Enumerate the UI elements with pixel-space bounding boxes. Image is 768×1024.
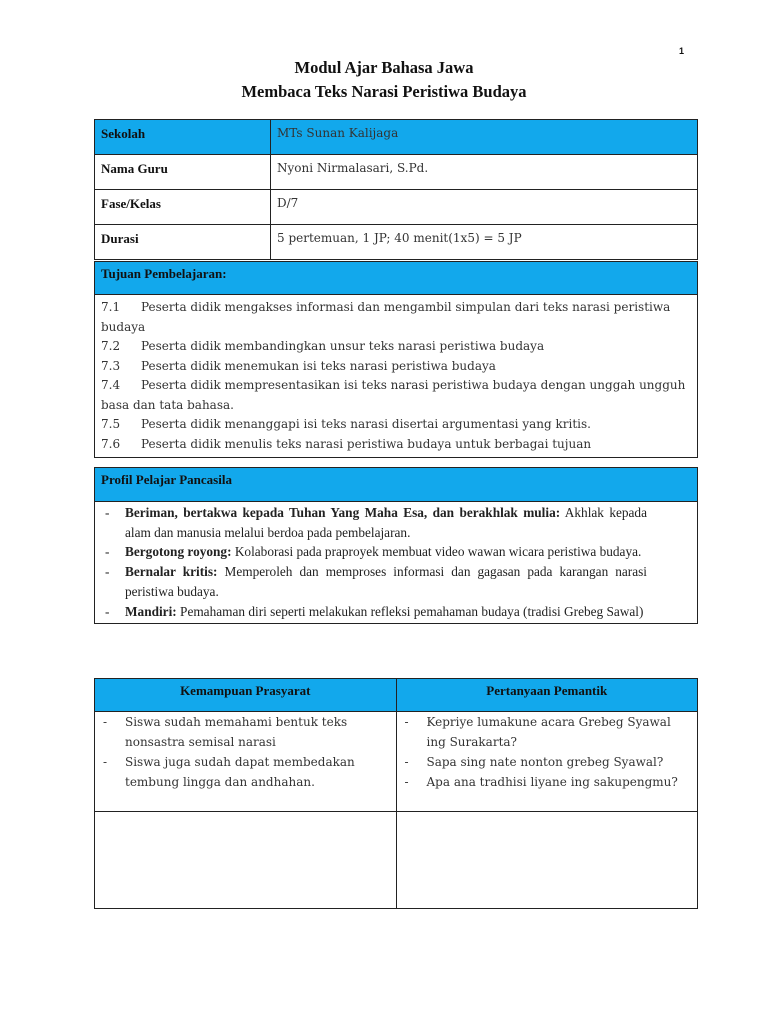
list-dash: - xyxy=(105,544,110,560)
profil-item-text: Kolaborasi pada praproyek membuat video wawan wicara peristiwa budaya. xyxy=(231,544,642,560)
identity-value: 5 pertemuan, 1 JP; 40 menit(1x5) = 5 JP xyxy=(271,225,698,260)
pertanyaan-text: Kepriye lumakune acara Grebeg Syawal ing Surakarta? xyxy=(426,715,671,749)
identity-row-nama-guru xyxy=(95,155,698,190)
kemampuan-heading: Kemampuan Prasyarat xyxy=(95,679,397,712)
list-dash: - xyxy=(103,755,108,769)
prasyarat-pemantik-table xyxy=(94,678,698,909)
profil-item xyxy=(105,542,647,562)
identity-value: D/7 xyxy=(271,190,698,225)
pertanyaan-item xyxy=(405,752,692,772)
identity-label: Fase/Kelas xyxy=(95,190,271,225)
identity-value: MTs Sunan Kalijaga xyxy=(271,120,698,155)
tujuan-text: Peserta didik mempresentasikan isi teks narasi peristiwa budaya dengan unggah ungguh xyxy=(141,378,686,392)
kemampuan-text: Siswa juga sudah dapat membedakan tembung lingga dan andhahan. xyxy=(125,755,355,789)
empty-cell xyxy=(95,812,397,909)
identity-value: Nyoni Nirmalasari, S.Pd. xyxy=(271,155,698,190)
profil-item-title: Bernalar kritis: xyxy=(125,564,218,580)
tujuan-number: 7.1 xyxy=(101,300,121,314)
identity-table xyxy=(94,119,698,260)
kemampuan-item xyxy=(103,752,390,792)
pertanyaan-item xyxy=(405,712,692,752)
tujuan-number: 7.5 xyxy=(101,417,121,431)
tujuan-text-continued: budaya xyxy=(101,319,146,334)
profil-item xyxy=(105,562,647,601)
kemampuan-text: Siswa sudah memahami bentuk teks nonsastra semisal narasi xyxy=(125,715,348,749)
tujuan-heading: Tujuan Pembelajaran: xyxy=(95,262,698,295)
tujuan-pembelajaran-table xyxy=(94,261,698,458)
tujuan-item xyxy=(101,337,691,357)
tujuan-text-continued: basa dan tata bahasa. xyxy=(101,397,234,412)
document-title: Modul Ajar Bahasa Jawa xyxy=(294,58,474,77)
profil-item-title: Beriman, bertakwa kepada Tuhan Yang Maha Esa, dan berakhlak mulia: xyxy=(125,505,561,520)
profil-item-title: Mandiri: xyxy=(125,603,177,619)
tujuan-text: Peserta didik membandingkan unsur teks narasi peristiwa budaya xyxy=(141,339,545,353)
tujuan-item xyxy=(101,376,691,396)
profil-heading: Profil Pelajar Pancasila xyxy=(95,468,698,502)
tujuan-number: 7.4 xyxy=(101,378,121,392)
list-dash: - xyxy=(404,715,409,729)
list-dash: - xyxy=(105,603,110,619)
tujuan-item xyxy=(101,435,691,455)
list-dash: - xyxy=(404,775,409,789)
list-dash: - xyxy=(105,564,110,580)
pertanyaan-item xyxy=(405,772,692,792)
pertanyaan-heading: Pertanyaan Pemantik xyxy=(396,679,698,712)
kemampuan-item xyxy=(103,712,390,752)
identity-row-fase-kelas xyxy=(95,190,698,225)
identity-label: Durasi xyxy=(95,225,271,260)
list-dash: - xyxy=(404,755,409,769)
empty-cell xyxy=(396,812,698,909)
tujuan-list xyxy=(95,295,698,458)
identity-row-durasi xyxy=(95,225,698,260)
tujuan-item xyxy=(101,415,691,435)
identity-label: Sekolah xyxy=(95,120,271,155)
list-dash: - xyxy=(105,505,110,520)
identity-row-sekolah xyxy=(95,120,698,155)
identity-label: Nama Guru xyxy=(95,155,271,190)
page-number: 1 xyxy=(679,46,685,56)
pertanyaan-list xyxy=(396,712,698,812)
tujuan-item xyxy=(101,298,691,318)
profil-list xyxy=(95,502,698,624)
tujuan-number: 7.6 xyxy=(101,436,121,451)
tujuan-number: 7.2 xyxy=(101,339,121,353)
tujuan-text: Peserta didik menanggapi isi teks narasi disertai argumentasi yang kritis. xyxy=(141,417,591,431)
profil-item xyxy=(105,503,647,542)
kemampuan-list xyxy=(95,712,397,812)
profil-item-text: Memperoleh dan memproses informasi dan gagasan pada karangan narasi peristiwa budaya. xyxy=(125,564,647,599)
profil-item-text: Akhlak kepada alam dan manusia melalui berdoa pada pembelajaran. xyxy=(125,505,647,540)
list-dash: - xyxy=(103,715,108,729)
pertanyaan-text: Apa ana tradhisi liyane ing sakupengmu? xyxy=(426,775,678,789)
tujuan-text: Peserta didik mengakses informasi dan mengambil simpulan dari teks narasi peristiwa xyxy=(141,300,671,314)
document-subtitle: Membaca Teks Narasi Peristiwa Budaya xyxy=(241,82,527,101)
profil-item-text: Pemahaman diri seperti melakukan refleksi pemahaman budaya (tradisi Grebeg Sawal) xyxy=(176,603,644,619)
tujuan-text: Peserta didik menemukan isi teks narasi peristiwa budaya xyxy=(141,358,496,373)
tujuan-item xyxy=(101,357,691,377)
profil-item-title: Bergotong royong: xyxy=(125,544,232,560)
tujuan-number: 7.3 xyxy=(101,358,121,373)
profil-item xyxy=(105,602,647,622)
profil-pelajar-table xyxy=(94,467,698,624)
tujuan-text: Peserta didik menulis teks narasi peristiwa budaya untuk berbagai tujuan xyxy=(141,436,592,451)
pertanyaan-text: Sapa sing nate nonton grebeg Syawal? xyxy=(426,755,664,769)
